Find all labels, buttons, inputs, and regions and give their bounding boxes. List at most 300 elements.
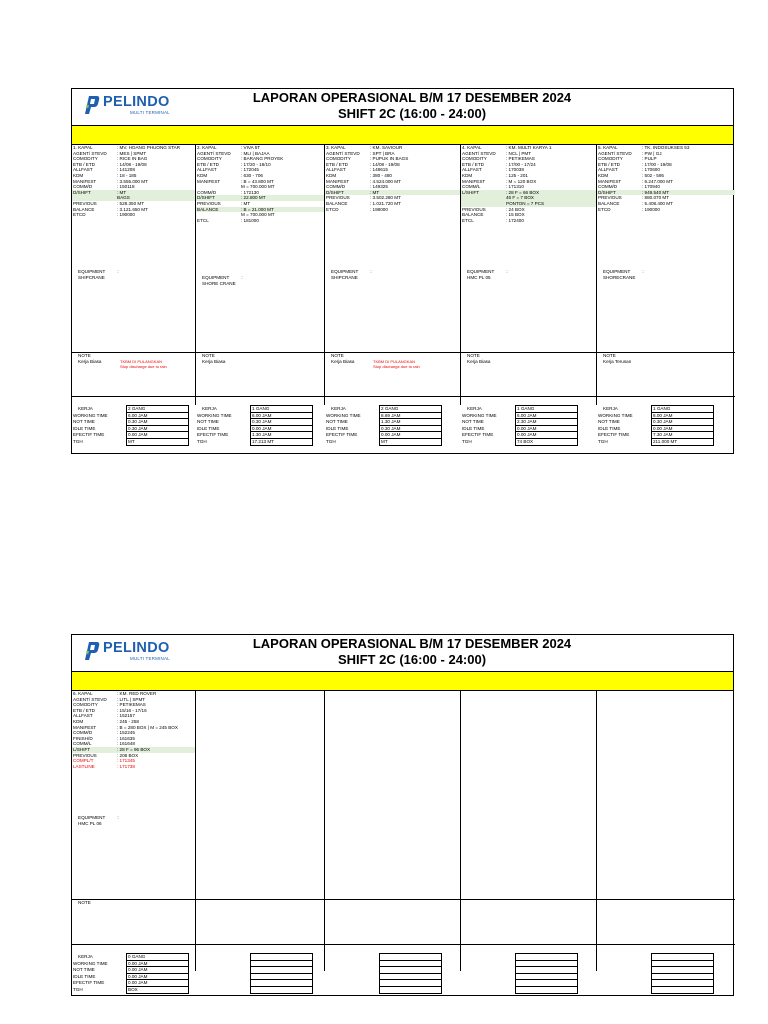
info-label: BALANCE: [598, 200, 620, 206]
info-row: [72, 764, 195, 770]
work-value: [251, 954, 313, 961]
work-label: IDLE TIME: [73, 425, 96, 431]
vessel-column: [72, 691, 196, 992]
info-value: : 17/00 - 17/24: [506, 161, 536, 167]
work-label: [597, 960, 652, 967]
work-row: [325, 980, 442, 987]
work-time-table: [597, 405, 714, 446]
work-row: [196, 973, 313, 980]
work-label: EFECTIF TIME: [598, 432, 630, 438]
work-row: [325, 406, 442, 413]
work-value: MT: [127, 438, 189, 445]
vessel-column: [196, 145, 325, 444]
info-label: D/SHIFT: [197, 195, 215, 201]
info-value: : 149325: [370, 184, 388, 190]
vessel-info: [461, 145, 596, 223]
work-value: [380, 980, 442, 987]
work-row: [325, 425, 442, 432]
info-value: : 161635: [117, 735, 135, 741]
work-value: 6.00 JAM: [127, 412, 189, 419]
info-value: : 528.350 MT: [117, 200, 145, 206]
info-value: : 17/00 - 19/08: [642, 161, 672, 167]
work-label: WORKING TIME: [73, 412, 108, 418]
info-value: : M = 120 BOX: [506, 178, 537, 184]
note-label: NOTE: [331, 353, 344, 358]
info-row: [461, 218, 596, 224]
work-value: [516, 986, 578, 993]
equipment-label-text: EQUIPMENT: [603, 269, 631, 274]
work-row: [461, 412, 578, 419]
info-label: PREVIOUS: [598, 195, 622, 201]
work-time-table: [196, 405, 313, 446]
info-label: ALLFAST: [73, 713, 93, 719]
work-row: [461, 432, 578, 439]
info-label: 1. KAPAL: [73, 145, 93, 150]
info-value: : 880.070 MT: [642, 195, 670, 201]
work-label: [196, 967, 251, 974]
work-row: [72, 954, 189, 961]
info-label: KDM: [326, 172, 337, 178]
report-title-line1: LAPORAN OPERASIONAL B/M 17 DESEMBER 2024: [252, 90, 572, 105]
work-label: EFECTIF TIME: [197, 432, 229, 438]
info-value: : B = 21.000 MT: [241, 206, 274, 212]
info-label: ALLFAST: [326, 167, 346, 173]
info-value: : SPT | BRA: [370, 150, 395, 156]
vessel-column: [325, 145, 461, 444]
report-title: [222, 90, 602, 122]
equipment-colon: :: [506, 269, 508, 274]
info-label: ALLFAST: [73, 167, 93, 173]
work-row: [597, 412, 714, 419]
work-value: 0 GANG: [127, 954, 189, 961]
info-label: COMM/D: [326, 184, 346, 190]
work-row: [72, 986, 189, 993]
info-label: 3. KAPAL: [326, 145, 346, 150]
info-value: : 630 - 706: [241, 172, 263, 178]
work-row: [325, 438, 442, 445]
info-value: : 152157: [117, 713, 135, 719]
work-row: [597, 973, 714, 980]
info-value: 46 F = 7 BOX: [506, 195, 534, 201]
equipment-label-text: EQUIPMENT: [467, 269, 495, 274]
info-value: : 171738: [117, 763, 135, 769]
info-label: MANIFEST: [598, 178, 622, 184]
note-red-line2: Stop discharge due to rain: [120, 364, 167, 370]
info-value: : PULP: [642, 156, 657, 162]
work-label: [597, 973, 652, 980]
work-label: WORKING TIME: [197, 412, 232, 418]
info-label: ETCL: [462, 217, 474, 223]
info-value: : 14/08 - 19/08: [117, 161, 147, 167]
work-label: TGH: [73, 986, 83, 992]
equipment-label: [603, 269, 644, 275]
work-value: 6.00 JAM: [516, 412, 578, 419]
work-label: [325, 973, 380, 980]
info-label: BALANCE: [326, 200, 348, 206]
work-time-table: [325, 953, 442, 994]
work-row: [325, 419, 442, 426]
note-text: Kerja Biasa: [467, 358, 491, 364]
info-label: COMM/D: [73, 730, 93, 736]
work-label: KERJA: [78, 954, 93, 959]
info-value: : 148615: [370, 167, 388, 173]
info-value: : 22.800 MT: [241, 195, 266, 201]
report-sheet-1: [71, 88, 734, 454]
work-label: [597, 980, 652, 987]
equipment-block: [467, 269, 508, 281]
info-label: ETB / ETD: [462, 161, 484, 167]
info-label: ETB / ETD: [73, 707, 95, 713]
vessel-columns-2: [72, 691, 733, 992]
yellow-band-2: [72, 672, 733, 691]
info-value: : 190000: [117, 212, 135, 218]
info-label: ETB / ETD: [326, 161, 348, 167]
work-value: 0.30 JAM: [652, 419, 714, 426]
info-value: : 502 - 595: [642, 172, 664, 178]
info-value: : 181000: [241, 217, 259, 223]
info-label: AGENT/ STEVD: [462, 150, 496, 156]
info-label: ETCD: [326, 206, 339, 212]
info-label: COMODITY: [598, 156, 623, 162]
vessel-info: [597, 145, 735, 212]
work-value: 0.00 JAM: [127, 973, 189, 980]
work-value: 2 GANG: [127, 406, 189, 413]
info-label: 5. KAPAL: [598, 145, 618, 150]
info-value: : 150118: [117, 184, 135, 190]
work-label: NOT TIME: [73, 967, 95, 973]
work-label: [196, 960, 251, 967]
vessel-column: [196, 691, 325, 971]
work-label: KERJA: [331, 406, 346, 411]
work-time-section: [461, 944, 596, 971]
info-value: : B = 280 BOX | M = 245 BOX: [117, 724, 178, 730]
equipment-value: SHORECRANE: [603, 274, 636, 280]
info-value: : MT: [117, 189, 127, 195]
work-row: [461, 980, 578, 987]
info-label: L/SHIFT: [462, 189, 480, 195]
work-label: WORKING TIME: [462, 412, 497, 418]
work-time-table: [196, 953, 313, 994]
info-value: : 28 F = 96 BOX: [117, 746, 151, 752]
work-label: [461, 980, 516, 987]
work-time-section: [597, 944, 735, 971]
work-value: [380, 954, 442, 961]
info-value: : TK. INDOSUKSES 53: [642, 145, 690, 150]
vessel-info: [325, 145, 460, 212]
info-value: : 190000: [642, 206, 660, 212]
work-label: EFECTIF TIME: [73, 432, 105, 438]
equipment-colon: :: [370, 269, 372, 274]
info-value: : KM. MULTI KARYA 1: [506, 145, 552, 150]
work-time-section: [196, 396, 324, 444]
report-sheet-2: [71, 634, 734, 996]
work-value: 74 BOX: [516, 438, 578, 445]
work-time-section: [196, 944, 324, 971]
equipment-block: [603, 269, 644, 281]
work-label: [196, 986, 251, 993]
work-row: [597, 960, 714, 967]
work-value: 0.30 JAM: [127, 425, 189, 432]
info-value: M = 700.000 MT: [241, 212, 275, 218]
work-row: [72, 406, 189, 413]
info-label: AGENT/ STEVD: [73, 150, 107, 156]
work-label: [325, 960, 380, 967]
work-value: 211.000 MT: [652, 438, 714, 445]
work-row: [461, 954, 578, 961]
work-label: KERJA: [78, 406, 93, 411]
work-value: [380, 973, 442, 980]
info-label: MANIFEST: [462, 178, 486, 184]
info-value: : MT: [241, 200, 251, 206]
equipment-block: [78, 815, 119, 827]
work-row: [196, 425, 313, 432]
work-value: 1 GANG: [251, 406, 313, 413]
info-value: : MV. HOANG PHUONG STAR: [117, 145, 181, 150]
equipment-label: [78, 269, 119, 275]
logo-subtitle: MULTI TERMINAL: [130, 110, 170, 115]
info-value: : LITL | SPMT: [117, 696, 146, 702]
work-time-table: [325, 405, 442, 446]
work-label: [597, 954, 652, 961]
info-label: ETCL: [197, 217, 209, 223]
info-value: : 3.555.000 MT: [117, 178, 148, 184]
work-label: IDLE TIME: [197, 425, 220, 431]
work-label: WORKING TIME: [326, 412, 361, 418]
logo-wordmark: PELINDO: [103, 94, 170, 110]
info-label: D/SHIFT: [326, 189, 344, 195]
work-label: WORKING TIME: [598, 412, 633, 418]
work-row: [461, 425, 578, 432]
work-value: 0.00 JAM: [251, 425, 313, 432]
info-value: : 170940: [642, 184, 660, 190]
equipment-block: [78, 269, 119, 281]
equipment-colon: :: [117, 269, 119, 274]
work-row: [597, 432, 714, 439]
work-value: [516, 973, 578, 980]
work-row: [325, 967, 442, 974]
work-label: TGH: [462, 438, 472, 444]
note-red-remark: [373, 359, 420, 370]
note-label: NOTE: [78, 900, 91, 905]
info-value: : PETIKEMAS: [506, 156, 535, 162]
work-value: 7.30 JAM: [652, 432, 714, 439]
work-value: [516, 954, 578, 961]
info-label: BALANCE: [73, 206, 95, 212]
work-row: [597, 438, 714, 445]
info-value: : 18 - 185: [117, 172, 137, 178]
info-value: : 380 - 480: [370, 172, 392, 178]
work-row: [597, 425, 714, 432]
work-value: [380, 967, 442, 974]
work-label: IDLE TIME: [73, 973, 96, 979]
info-value: : VIVA 5T: [241, 145, 261, 150]
work-label: TGH: [73, 438, 83, 444]
work-value: 0.00 JAM: [127, 432, 189, 439]
work-row: [196, 967, 313, 974]
report-title-line2: SHIFT 2C (16:00 - 24:00): [337, 652, 487, 667]
equipment-colon: :: [642, 269, 644, 274]
info-label: MANIFEST: [197, 178, 221, 184]
info-label: COMPL/T: [73, 758, 94, 764]
note-label: NOTE: [603, 353, 616, 358]
info-value: : 6.247.000 MT: [642, 178, 673, 184]
work-label: KERJA: [603, 406, 618, 411]
work-row: [196, 412, 313, 419]
info-label: KDM: [73, 172, 84, 178]
info-label: PREVIOUS: [197, 200, 221, 206]
info-label: MANIFEST: [73, 178, 97, 184]
work-label: [196, 973, 251, 980]
note-text: Kerja Terusan: [603, 358, 632, 364]
work-row: [72, 973, 189, 980]
work-value: BOX: [127, 986, 189, 993]
info-value: : 208 BOX: [117, 752, 139, 758]
work-row: [196, 438, 313, 445]
note-section: [461, 352, 596, 397]
info-value: : 5.408.400 MT: [642, 200, 673, 206]
info-label: D/SHIFT: [598, 189, 616, 195]
work-value: 0.30 JAM: [127, 419, 189, 426]
note-red-line2: Stop discharge due to rain: [373, 364, 420, 370]
info-label: KDM: [197, 172, 208, 178]
note-text: Kerja Biasa: [331, 358, 355, 364]
work-row: [72, 425, 189, 432]
work-value: [652, 967, 714, 974]
info-label: PREVIOUS: [462, 206, 486, 212]
report-title-line1: LAPORAN OPERASIONAL B/M 17 DESEMBER 2024: [252, 636, 572, 651]
equipment-label: [78, 815, 119, 821]
work-time-table: [461, 953, 578, 994]
work-label: [597, 967, 652, 974]
work-value: 17.213 MT: [251, 438, 313, 445]
info-value: : 152245: [117, 730, 135, 736]
info-value: : 15 BOX: [506, 212, 525, 218]
equipment-colon: :: [241, 275, 243, 280]
info-value: : MT: [370, 189, 380, 195]
info-value: : KM. SAVIOUR: [370, 145, 403, 150]
equipment-value: HMC PL 05: [467, 274, 491, 280]
work-row: [461, 406, 578, 413]
work-row: [325, 960, 442, 967]
work-value: [516, 960, 578, 967]
work-label: EFECTIF TIME: [462, 432, 494, 438]
work-label: KERJA: [467, 406, 482, 411]
note-red-line1: TKBM DI PULANGKAN: [373, 359, 416, 364]
work-label: NOT TIME: [197, 419, 219, 425]
equipment-value: SHIPCRANE: [331, 274, 358, 280]
vessel-column: [325, 691, 461, 971]
work-row: [597, 980, 714, 987]
info-value: : NCL | PMT: [506, 150, 532, 156]
info-label: COMODITY: [197, 156, 222, 162]
note-label: NOTE: [467, 353, 480, 358]
work-label: IDLE TIME: [598, 425, 621, 431]
info-row: [325, 207, 460, 213]
work-row: [196, 432, 313, 439]
info-label: COMODITY: [462, 156, 487, 162]
logo-wordmark: PELINDO: [103, 640, 170, 656]
note-section: [325, 899, 460, 945]
note-text: Kerja Biasa: [202, 358, 226, 364]
info-label: BALANCE: [197, 206, 219, 212]
work-label: [461, 973, 516, 980]
info-label: AGENT/ STEVD: [73, 696, 107, 702]
equipment-label-text: EQUIPMENT: [78, 269, 106, 274]
work-time-table: [72, 953, 189, 994]
equipment-label: [467, 269, 508, 275]
work-value: [251, 967, 313, 974]
note-section: [196, 899, 324, 945]
info-label: AGENT/ STEVD: [598, 150, 632, 156]
info-value: : 171310: [506, 184, 524, 190]
info-label: AGENT/ STEVD: [197, 150, 231, 156]
info-label: FINISH/D: [73, 735, 93, 741]
info-row: [196, 218, 324, 224]
info-value: : 1.021.720 MT: [370, 200, 401, 206]
info-value: : 24 BOX: [506, 206, 525, 212]
equipment-colon: :: [117, 815, 119, 820]
note-section: [72, 899, 195, 945]
work-row: [72, 960, 189, 967]
info-value: : PUPUK IN BAGS: [370, 156, 409, 162]
note-section: [597, 352, 735, 397]
work-value: 0.30 JAM: [380, 425, 442, 432]
work-label: [325, 980, 380, 987]
work-value: [380, 986, 442, 993]
info-value: M = 700.000 MT: [241, 184, 275, 190]
info-value: : 245 - 258: [117, 718, 139, 724]
work-value: 8.00 JAM: [652, 412, 714, 419]
info-label: MANIFEST: [73, 724, 97, 730]
work-row: [196, 986, 313, 993]
work-value: MT: [380, 438, 442, 445]
work-label: [461, 986, 516, 993]
work-value: [380, 960, 442, 967]
equipment-block: [331, 269, 372, 281]
work-time-section: [325, 396, 460, 444]
info-label: COMM/D: [598, 184, 618, 190]
work-row: [72, 412, 189, 419]
info-row: [72, 212, 195, 218]
work-time-section: [325, 944, 460, 971]
note-red-line1: TKBM DI PULANGKAN: [120, 359, 163, 364]
work-row: [461, 960, 578, 967]
work-value: [516, 980, 578, 987]
equipment-label-text: EQUIPMENT: [78, 815, 106, 820]
work-label: [325, 954, 380, 961]
work-label: [461, 960, 516, 967]
work-row: [196, 954, 313, 961]
work-row: [72, 419, 189, 426]
info-value: : 170038: [506, 167, 524, 173]
info-value: BAGS: [117, 195, 130, 201]
note-section: [196, 352, 324, 397]
info-value: : 171345: [117, 758, 135, 764]
info-value: : 4.524.000 MT: [370, 178, 401, 184]
work-label: [461, 967, 516, 974]
work-label: [325, 986, 380, 993]
info-value: : 161648: [117, 741, 135, 747]
work-value: 0.00 JAM: [652, 425, 714, 432]
info-value: : 14/08 - 19/08: [370, 161, 400, 167]
work-row: [461, 438, 578, 445]
pelindo-logo-icon: [84, 641, 100, 661]
work-value: [652, 986, 714, 993]
note-section: [597, 899, 735, 945]
work-label: IDLE TIME: [462, 425, 485, 431]
work-row: [196, 419, 313, 426]
info-label: KDM: [462, 172, 473, 178]
